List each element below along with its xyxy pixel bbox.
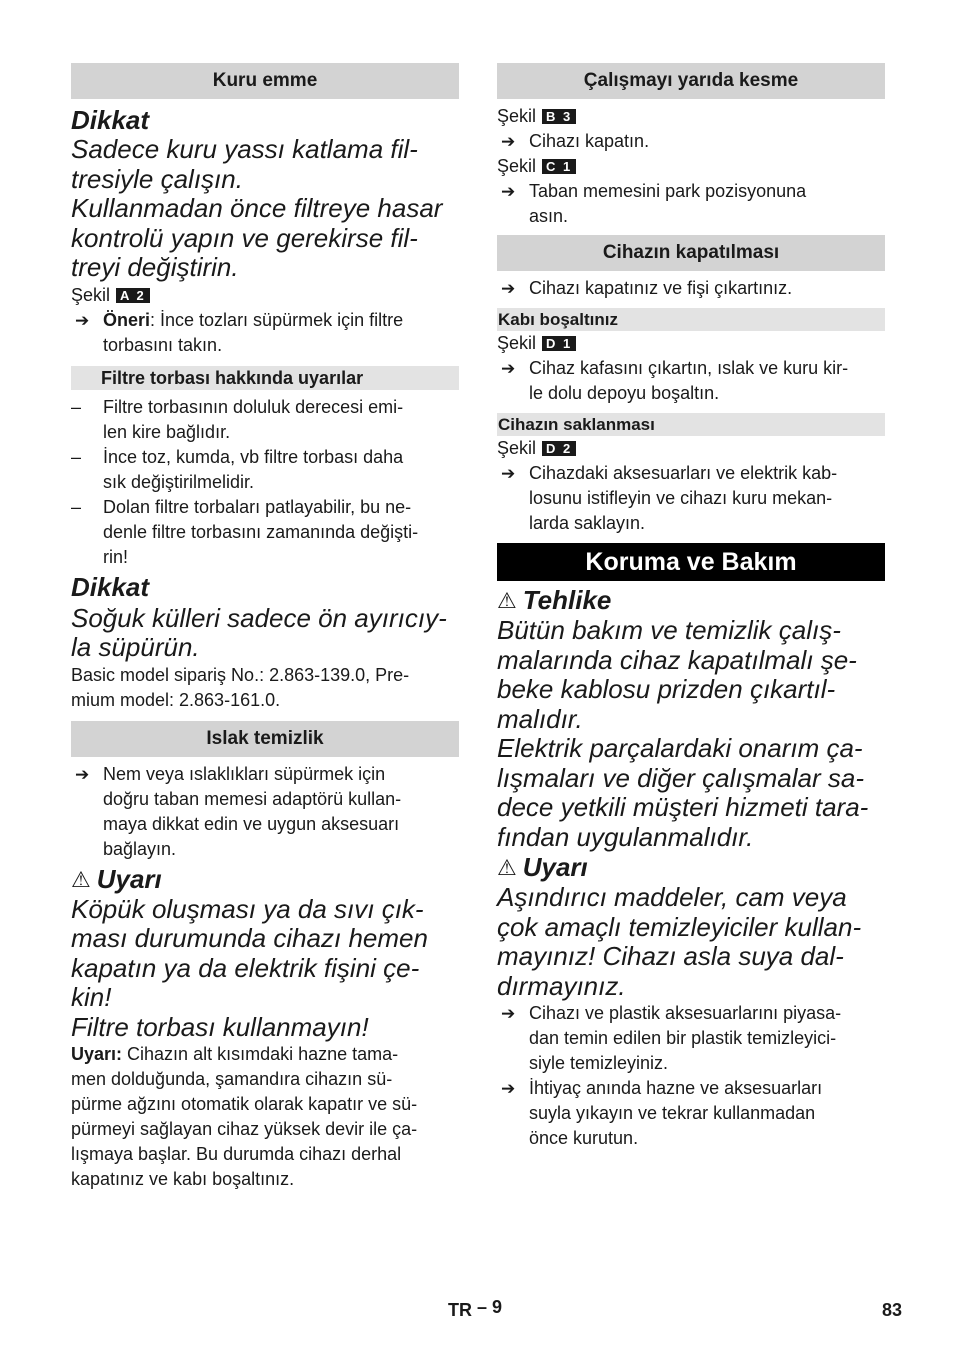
list-item: ➔ Öneri: İnce tozları süpürmek için filtre torbasını takın. bbox=[75, 309, 404, 355]
list-item: – Dolan filtre torbaları patlayabilir, bu ne- denle filtre torbasını zamanında değişti- rin! bbox=[71, 496, 419, 567]
list-item: ➔ Cihazı kapatınız ve fişi çıkartınız. bbox=[497, 276, 885, 301]
arrow-icon: ➔ bbox=[501, 132, 516, 151]
section-heading-kuru-emme: Kuru emme bbox=[71, 63, 459, 99]
arrow-icon: ➔ bbox=[75, 764, 90, 784]
list-item: ➔ Taban memesini park pozisyonuna asın. bbox=[501, 181, 807, 226]
figure-badge-c1: C 1 bbox=[542, 159, 576, 174]
arrow-icon: ➔ bbox=[75, 310, 90, 330]
figure-reference: Şekil B 3 bbox=[497, 104, 885, 129]
arrow-icon: ➔ bbox=[501, 279, 516, 298]
section-heading-kabi: Kabı boşaltınız bbox=[497, 308, 885, 331]
list-item: ➔ Nem veya ıslaklıkları süpürmek için doğru taban memesi adaptörü kullan- maya dikkat edin ve uygun aksesuarı bağlayın. bbox=[75, 763, 402, 859]
list-item: – İnce toz, kumda, vb filtre torbası daha sık değiştirilmelidir. bbox=[71, 446, 404, 492]
right-column bbox=[497, 63, 885, 1151]
figure-reference: Şekil A 2 bbox=[71, 283, 459, 308]
section-heading-kapatilmasi: Cihazın kapatılması bbox=[497, 235, 885, 271]
caution-title: Dikkat bbox=[71, 571, 150, 602]
warning-icon: ⚠ bbox=[71, 866, 91, 892]
warning-text: Aşındırıcı maddeler, cam veya çok amaçlı temizleyiciler kullan- mayınız! Cihazı asla suya dal- dırmayınız. bbox=[497, 882, 862, 1001]
left-column bbox=[71, 63, 459, 1192]
warning-title: ⚠ Uyarı bbox=[71, 863, 162, 894]
list-item: ➔ Cihazı ve plastik aksesuarlarını piyasa- dan temin edilen bir plastik temizleyici- siyle temizleyiniz. bbox=[501, 1003, 842, 1073]
figure-reference: Şekil D 2 bbox=[497, 436, 885, 461]
list-item: ➔ Cihazı kapatın. bbox=[497, 129, 885, 154]
warning-title: ⚠ Uyarı bbox=[497, 852, 588, 882]
danger-title: ⚠ Tehlike bbox=[497, 585, 612, 615]
dash-icon: – bbox=[71, 446, 82, 467]
dash-icon: – bbox=[71, 496, 82, 517]
section-heading-filtre: Filtre torbası hakkında uyarılar bbox=[71, 366, 459, 390]
list-item: ➔ Cihaz kafasını çıkartın, ıslak ve kuru kir- le dolu depoyu boşaltın. bbox=[501, 358, 849, 403]
page-number: 83 bbox=[882, 1300, 903, 1320]
figure-reference: Şekil D 1 bbox=[497, 331, 885, 356]
figure-badge-d2: D 2 bbox=[542, 441, 576, 456]
footer-language-page: TR – 9 bbox=[448, 1297, 503, 1320]
float-note-text: Uyarı: Cihazın alt kısımdaki hazne tama- men dolduğunda, şamandıra cihazın sü- pürme ağzını otomatik olarak kapatır ve sü- pürmeyi sağlayan cihaz yüksek devir ile ça- lışmaya başlar. Bu durumda cihazı derhal kapatınız ve kabı boşaltınız. bbox=[71, 1044, 418, 1189]
list-item: – Filtre torbasının doluluk derecesi emi- len kire bağlıdır. bbox=[71, 396, 404, 442]
caution-text: Sadece kuru yassı katlama fil- tresiyle çalışın. Kullanmadan önce filtreye hasar kontrolü yapın ve gerekirse fil- treyi değiştirin. bbox=[71, 134, 443, 282]
warning-icon: ⚠ bbox=[497, 855, 517, 880]
arrow-icon: ➔ bbox=[501, 359, 516, 378]
figure-badge-b3: B 3 bbox=[542, 109, 576, 124]
arrow-icon: ➔ bbox=[501, 1004, 516, 1023]
figure-reference: Şekil C 1 bbox=[497, 154, 885, 179]
warning-text: Köpük oluşması ya da sıvı çık- ması durumunda cihazı hemen kapatın ya da elektrik fişini çe- kin! Filtre torbası kullanmayın! bbox=[71, 893, 428, 1042]
section-heading-saklanmasi: Cihazın saklanması bbox=[497, 413, 885, 436]
list-item: ➔ İhtiyaç anında hazne ve aksesuarları suyla yıkayın ve tekrar kullanmadan önce kurutun. bbox=[501, 1078, 823, 1148]
caution-title: Dikkat bbox=[71, 105, 150, 135]
section-heading-calisma: Çalışmayı yarıda kesme bbox=[497, 63, 885, 99]
order-number-text: Basic model sipariş No.: 2.863-139.0, Pre- mium model: 2.863-161.0. bbox=[71, 664, 410, 710]
arrow-icon: ➔ bbox=[501, 182, 516, 201]
arrow-icon: ➔ bbox=[501, 464, 516, 483]
figure-badge-a2: A 2 bbox=[116, 288, 150, 303]
arrow-icon: ➔ bbox=[501, 1079, 516, 1098]
figure-badge-d1: D 1 bbox=[542, 336, 576, 351]
danger-text: Bütün bakım ve temizlik çalış- malarında cihaz kapatılmalı şe- beke kablosu prizden çıkartıl- malıdır. Elektrik parçalardaki onarım ça- lışmaları ve diğer çalışmalar sa- dece yetkili müşteri hizmeti tara- fından uygulanmalıdır. bbox=[497, 615, 869, 852]
section-heading-islak: Islak temizlik bbox=[71, 721, 459, 757]
warning-icon: ⚠ bbox=[497, 588, 517, 613]
caution-text: Soğuk külleri sadece ön ayırıcıy- la süpürün. bbox=[71, 602, 447, 662]
dash-icon: – bbox=[71, 396, 82, 417]
chapter-heading-koruma: Koruma ve Bakım bbox=[497, 543, 885, 581]
list-item: ➔ Cihazdaki aksesuarları ve elektrik kab- losunu istifleyin ve cihazı kuru mekan- larda saklayın. bbox=[501, 463, 838, 533]
